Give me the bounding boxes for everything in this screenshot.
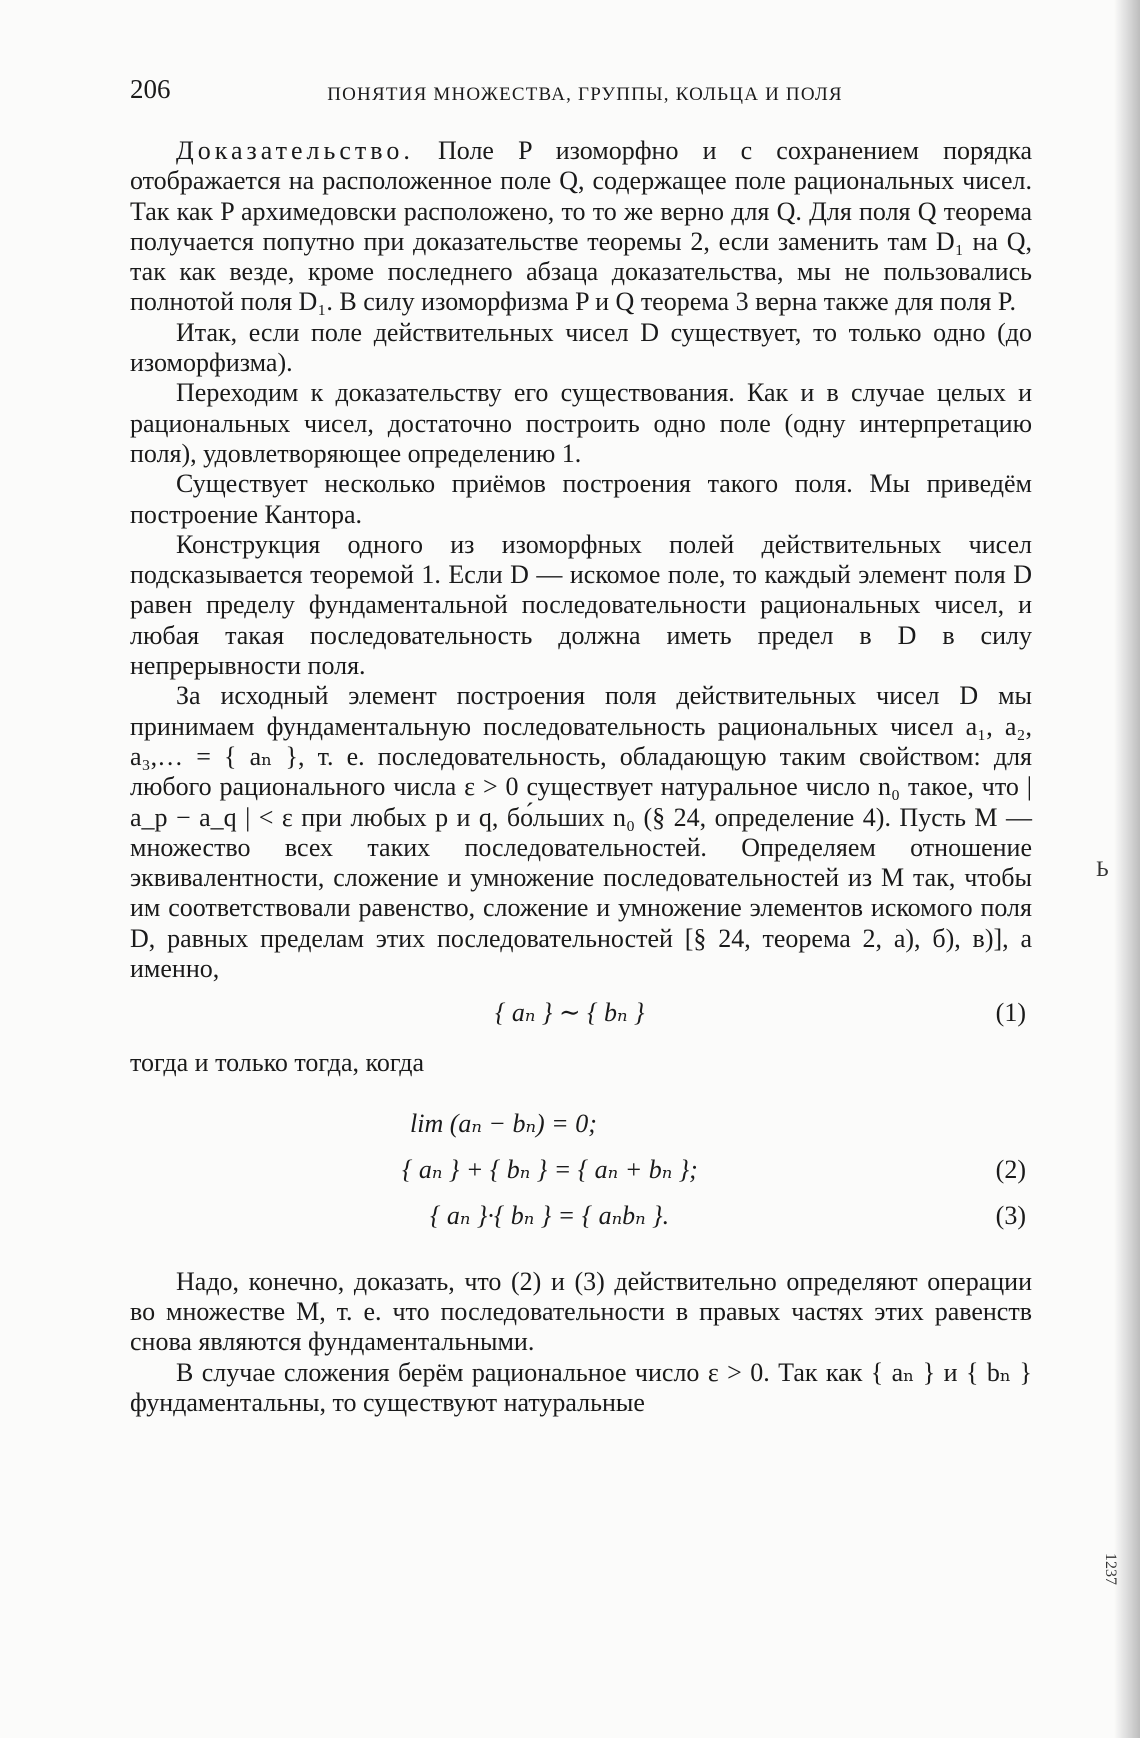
paragraph-iff: тогда и только тогда, когда <box>130 1048 424 1078</box>
formula-2 <box>130 1149 1032 1195</box>
paragraph-uniqueness: Итак, если поле действительных чисел D существует, то только одно (до изоморфизма). <box>130 317 1032 378</box>
paragraph-operations: Надо, конечно, доказать, что (2) и (3) действительно определяют операции во множестве M, т. е. что последовательности в правых частях этих равенств снова являются фундаментальными. <box>130 1266 1032 1357</box>
page-body <box>130 136 1032 1418</box>
formula-1 <box>130 992 1032 1038</box>
page-edge-shadow <box>1114 0 1140 1738</box>
page-number: 206 <box>130 74 171 104</box>
formula-3-expression: { aₙ }·{ bₙ } = { aₙbₙ }. <box>430 1200 670 1230</box>
formula-1-tag: (1) <box>995 998 1026 1028</box>
margin-stamp: 1237 <box>1102 1553 1119 1585</box>
formula-limit-expression: lim (aₙ − bₙ) = 0; <box>410 1108 597 1138</box>
formula-3-tag: (3) <box>995 1200 1026 1230</box>
paragraph-addition: В случае сложения берём рациональное число ε > 0. Так как { aₙ } и { bₙ } фундаментальны, то существуют натуральные <box>130 1357 1032 1417</box>
formula-3 <box>130 1195 1032 1241</box>
paragraph-proof <box>130 136 1032 318</box>
formula-2-expression: { aₙ } + { bₙ } = { aₙ + bₙ }; <box>402 1154 698 1184</box>
paragraph-methods: Существует несколько приёмов построения такого поля. Мы приведём построение Кантора. <box>130 469 1032 529</box>
paragraph-initial-element: За исходный элемент построения поля действительных чисел D мы принимаем фундаментальную последовательность рациональных чисел a₁, a₂, a₃,… = { aₙ }, т. е. последовательность, обладающую таким свойством: для любого рационального числа ε > 0 существует натуральное число n₀ такое, что | a_p − a_q | < ε при любых p и q, бо́льших n₀ (§ 24, определение 4). Пусть M — множество всех таких последовательностей. Определяем отношение эквивалентности, сложение и умножение последовательностей из M так, чтобы им соответствовали равенство, сложение и умножение элементов искомого поля D, равных пределам этих последовательностей [§ 24, теорема 2, а), б), в)], а именно, <box>130 681 1032 984</box>
page-header <box>130 74 1040 114</box>
formula-2-tag: (2) <box>995 1154 1026 1184</box>
margin-mark: Ь <box>1096 856 1109 881</box>
paragraph-construction: Конструкция одного из изоморфных полей действительных чисел подсказывается теоремой 1. Если D — искомое поле, то каждый элемент поля D равен пределу фундаментальной последовательности рациональных чисел, и любая такая последовательность должна иметь предел в D в силу непрерывности поля. <box>130 529 1032 681</box>
paragraph-existence: Переходим к доказательству его существования. Как и в случае целых и рациональных чисел, достаточно построить одно поле (одну интерпретацию поля), удовлетворяющее определению 1. <box>130 378 1032 468</box>
formula-limit <box>130 1103 1032 1149</box>
running-title: ПОНЯТИЯ МНОЖЕСТВА, ГРУППЫ, КОЛЬЦА И ПОЛЯ <box>327 84 843 105</box>
proof-label: Доказательство. <box>176 136 414 165</box>
formula-1-expression: { aₙ } ∼ { bₙ } <box>495 998 645 1028</box>
proof-text: Поле P изоморфно и с сохранением порядка отображается на расположенное поле Q, содержащее поле рациональных чисел. Так как P архимедовски расположено, то то же верно для Q. Для поля Q теорема получается попутно при доказательстве теоремы 2, если заменить там D₁ на Q, так как везде, кроме последнего абзаца доказательства, мы не пользовались полнотой поля D₁. В силу изоморфизма P и Q теорема 3 верна также для поля P. <box>130 136 1032 317</box>
